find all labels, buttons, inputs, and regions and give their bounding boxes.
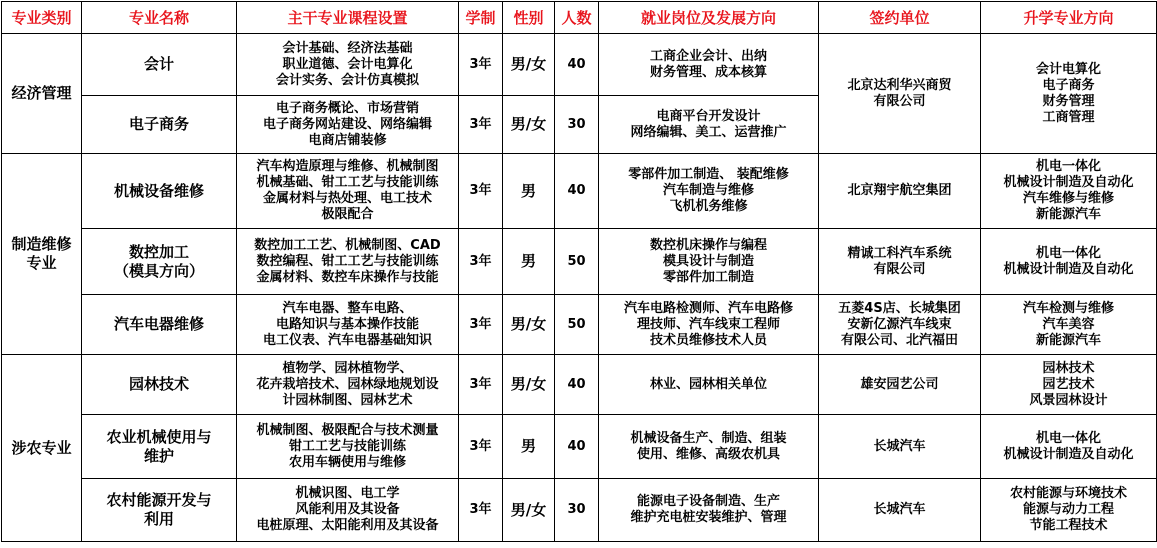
further-study-cell: 园林技术 园艺技术 风景园林设计	[981, 355, 1157, 415]
contract-unit-cell: 长城汽车	[819, 415, 981, 479]
table-row	[2, 34, 1157, 96]
years-cell: 3年	[459, 479, 503, 542]
major-name-cell: 机械设备维修	[82, 154, 237, 229]
years-cell: 3年	[459, 355, 503, 415]
major-name-cell: 园林技术	[82, 355, 237, 415]
courses-cell: 汽车电器、整车电路、 电路知识与基本操作技能 电工仪表、汽车电器基础知识	[237, 295, 459, 355]
jobs-cell: 电商平台开发设计 网络编辑、美工、运营推广	[599, 96, 819, 154]
courses-cell: 机械识图、电工学 风能利用及其设备 电桩原理、太阳能利用及其设备	[237, 479, 459, 542]
major-name-cell: 农业机械使用与 维护	[82, 415, 237, 479]
count-cell: 50	[555, 229, 599, 295]
major-name-cell: 会计	[82, 34, 237, 96]
further-study-cell: 机电一体化 机械设计制造及自动化 汽车维修与维修 新能源汽车	[981, 154, 1157, 229]
header-count: 人数	[555, 2, 599, 34]
gender-cell: 男	[503, 415, 555, 479]
further-study-cell: 会计电算化 电子商务 财务管理 工商管理	[981, 34, 1157, 154]
header-courses: 主干专业课程设置	[237, 2, 459, 34]
gender-cell: 男/女	[503, 479, 555, 542]
major-name-cell: 汽车电器维修	[82, 295, 237, 355]
table-row	[2, 355, 1157, 415]
count-cell: 40	[555, 34, 599, 96]
table-row	[2, 229, 1157, 295]
jobs-cell: 零部件加工制造、 装配维修 汽车制造与维修 飞机机务维修	[599, 154, 819, 229]
header-gender: 性别	[503, 2, 555, 34]
courses-cell: 会计基础、经济法基础 职业道德、会计电算化 会计实务、会计仿真模拟	[237, 34, 459, 96]
header-further-study: 升学专业方向	[981, 2, 1157, 34]
years-cell: 3年	[459, 96, 503, 154]
jobs-cell: 林业、园林相关单位	[599, 355, 819, 415]
header-major-name: 专业名称	[82, 2, 237, 34]
table-row	[2, 479, 1157, 542]
category-cell: 制造维修 专业	[2, 154, 82, 355]
contract-unit-cell: 北京翔宇航空集团	[819, 154, 981, 229]
jobs-cell: 汽车电路检测师、汽车电路修 理技师、汽车线束工程师 技术员维修技术人员	[599, 295, 819, 355]
table-row	[2, 295, 1157, 355]
courses-cell: 电子商务概论、市场营销 电子商务网站建设、网络编辑 电商店铺装修	[237, 96, 459, 154]
major-name-cell: 农村能源开发与 利用	[82, 479, 237, 542]
years-cell: 3年	[459, 415, 503, 479]
gender-cell: 男/女	[503, 34, 555, 96]
count-cell: 40	[555, 154, 599, 229]
curriculum-table	[1, 1, 1157, 542]
category-cell: 经济管理	[2, 34, 82, 154]
courses-cell: 机械制图、极限配合与技术测量 钳工工艺与技能训练 农用车辆使用与维修	[237, 415, 459, 479]
years-cell: 3年	[459, 295, 503, 355]
courses-cell: 数控加工工艺、机械制图、CAD 数控编程、钳工工艺与技能训练 金属材料、数控车床操作与技能	[237, 229, 459, 295]
contract-unit-cell: 五菱4S店、长城集团 安新亿源汽车线束 有限公司、北汽福田	[819, 295, 981, 355]
header-contract-unit: 签约单位	[819, 2, 981, 34]
contract-unit-cell: 长城汽车	[819, 479, 981, 542]
count-cell: 40	[555, 355, 599, 415]
further-study-cell: 机电一体化 机械设计制造及自动化	[981, 415, 1157, 479]
jobs-cell: 工商企业会计、出纳 财务管理、成本核算	[599, 34, 819, 96]
major-name-cell: 数控加工 （模具方向）	[82, 229, 237, 295]
courses-cell: 植物学、园林植物学、 花卉栽培技术、园林绿地规划设 计园林制图、园林艺术	[237, 355, 459, 415]
years-cell: 3年	[459, 34, 503, 96]
contract-unit-cell: 北京达利华兴商贸 有限公司	[819, 34, 981, 154]
table-row	[2, 154, 1157, 229]
gender-cell: 男/女	[503, 96, 555, 154]
header-row	[2, 2, 1157, 34]
further-study-cell: 机电一体化 机械设计制造及自动化	[981, 229, 1157, 295]
header-category: 专业类别	[2, 2, 82, 34]
gender-cell: 男	[503, 154, 555, 229]
courses-cell: 汽车构造原理与维修、机械制图 机械基础、钳工工艺与技能训练 金属材料与热处理、电工技术 极限配合	[237, 154, 459, 229]
years-cell: 3年	[459, 229, 503, 295]
further-study-cell: 汽车检测与维修 汽车美容 新能源汽车	[981, 295, 1157, 355]
count-cell: 30	[555, 96, 599, 154]
count-cell: 40	[555, 415, 599, 479]
header-years: 学制	[459, 2, 503, 34]
further-study-cell: 农村能源与环境技术 能源与动力工程 节能工程技术	[981, 479, 1157, 542]
jobs-cell: 数控机床操作与编程 模具设计与制造 零部件加工制造	[599, 229, 819, 295]
jobs-cell: 能源电子设备制造、生产 维护充电桩安装维护、管理	[599, 479, 819, 542]
table-row	[2, 415, 1157, 479]
jobs-cell: 机械设备生产、制造、组装 使用、维修、高级农机具	[599, 415, 819, 479]
header-jobs: 就业岗位及发展方向	[599, 2, 819, 34]
gender-cell: 男/女	[503, 295, 555, 355]
gender-cell: 男/女	[503, 355, 555, 415]
major-name-cell: 电子商务	[82, 96, 237, 154]
years-cell: 3年	[459, 154, 503, 229]
contract-unit-cell: 精诚工科汽车系统 有限公司	[819, 229, 981, 295]
category-cell: 涉农专业	[2, 355, 82, 542]
count-cell: 50	[555, 295, 599, 355]
contract-unit-cell: 雄安园艺公司	[819, 355, 981, 415]
count-cell: 30	[555, 479, 599, 542]
gender-cell: 男	[503, 229, 555, 295]
